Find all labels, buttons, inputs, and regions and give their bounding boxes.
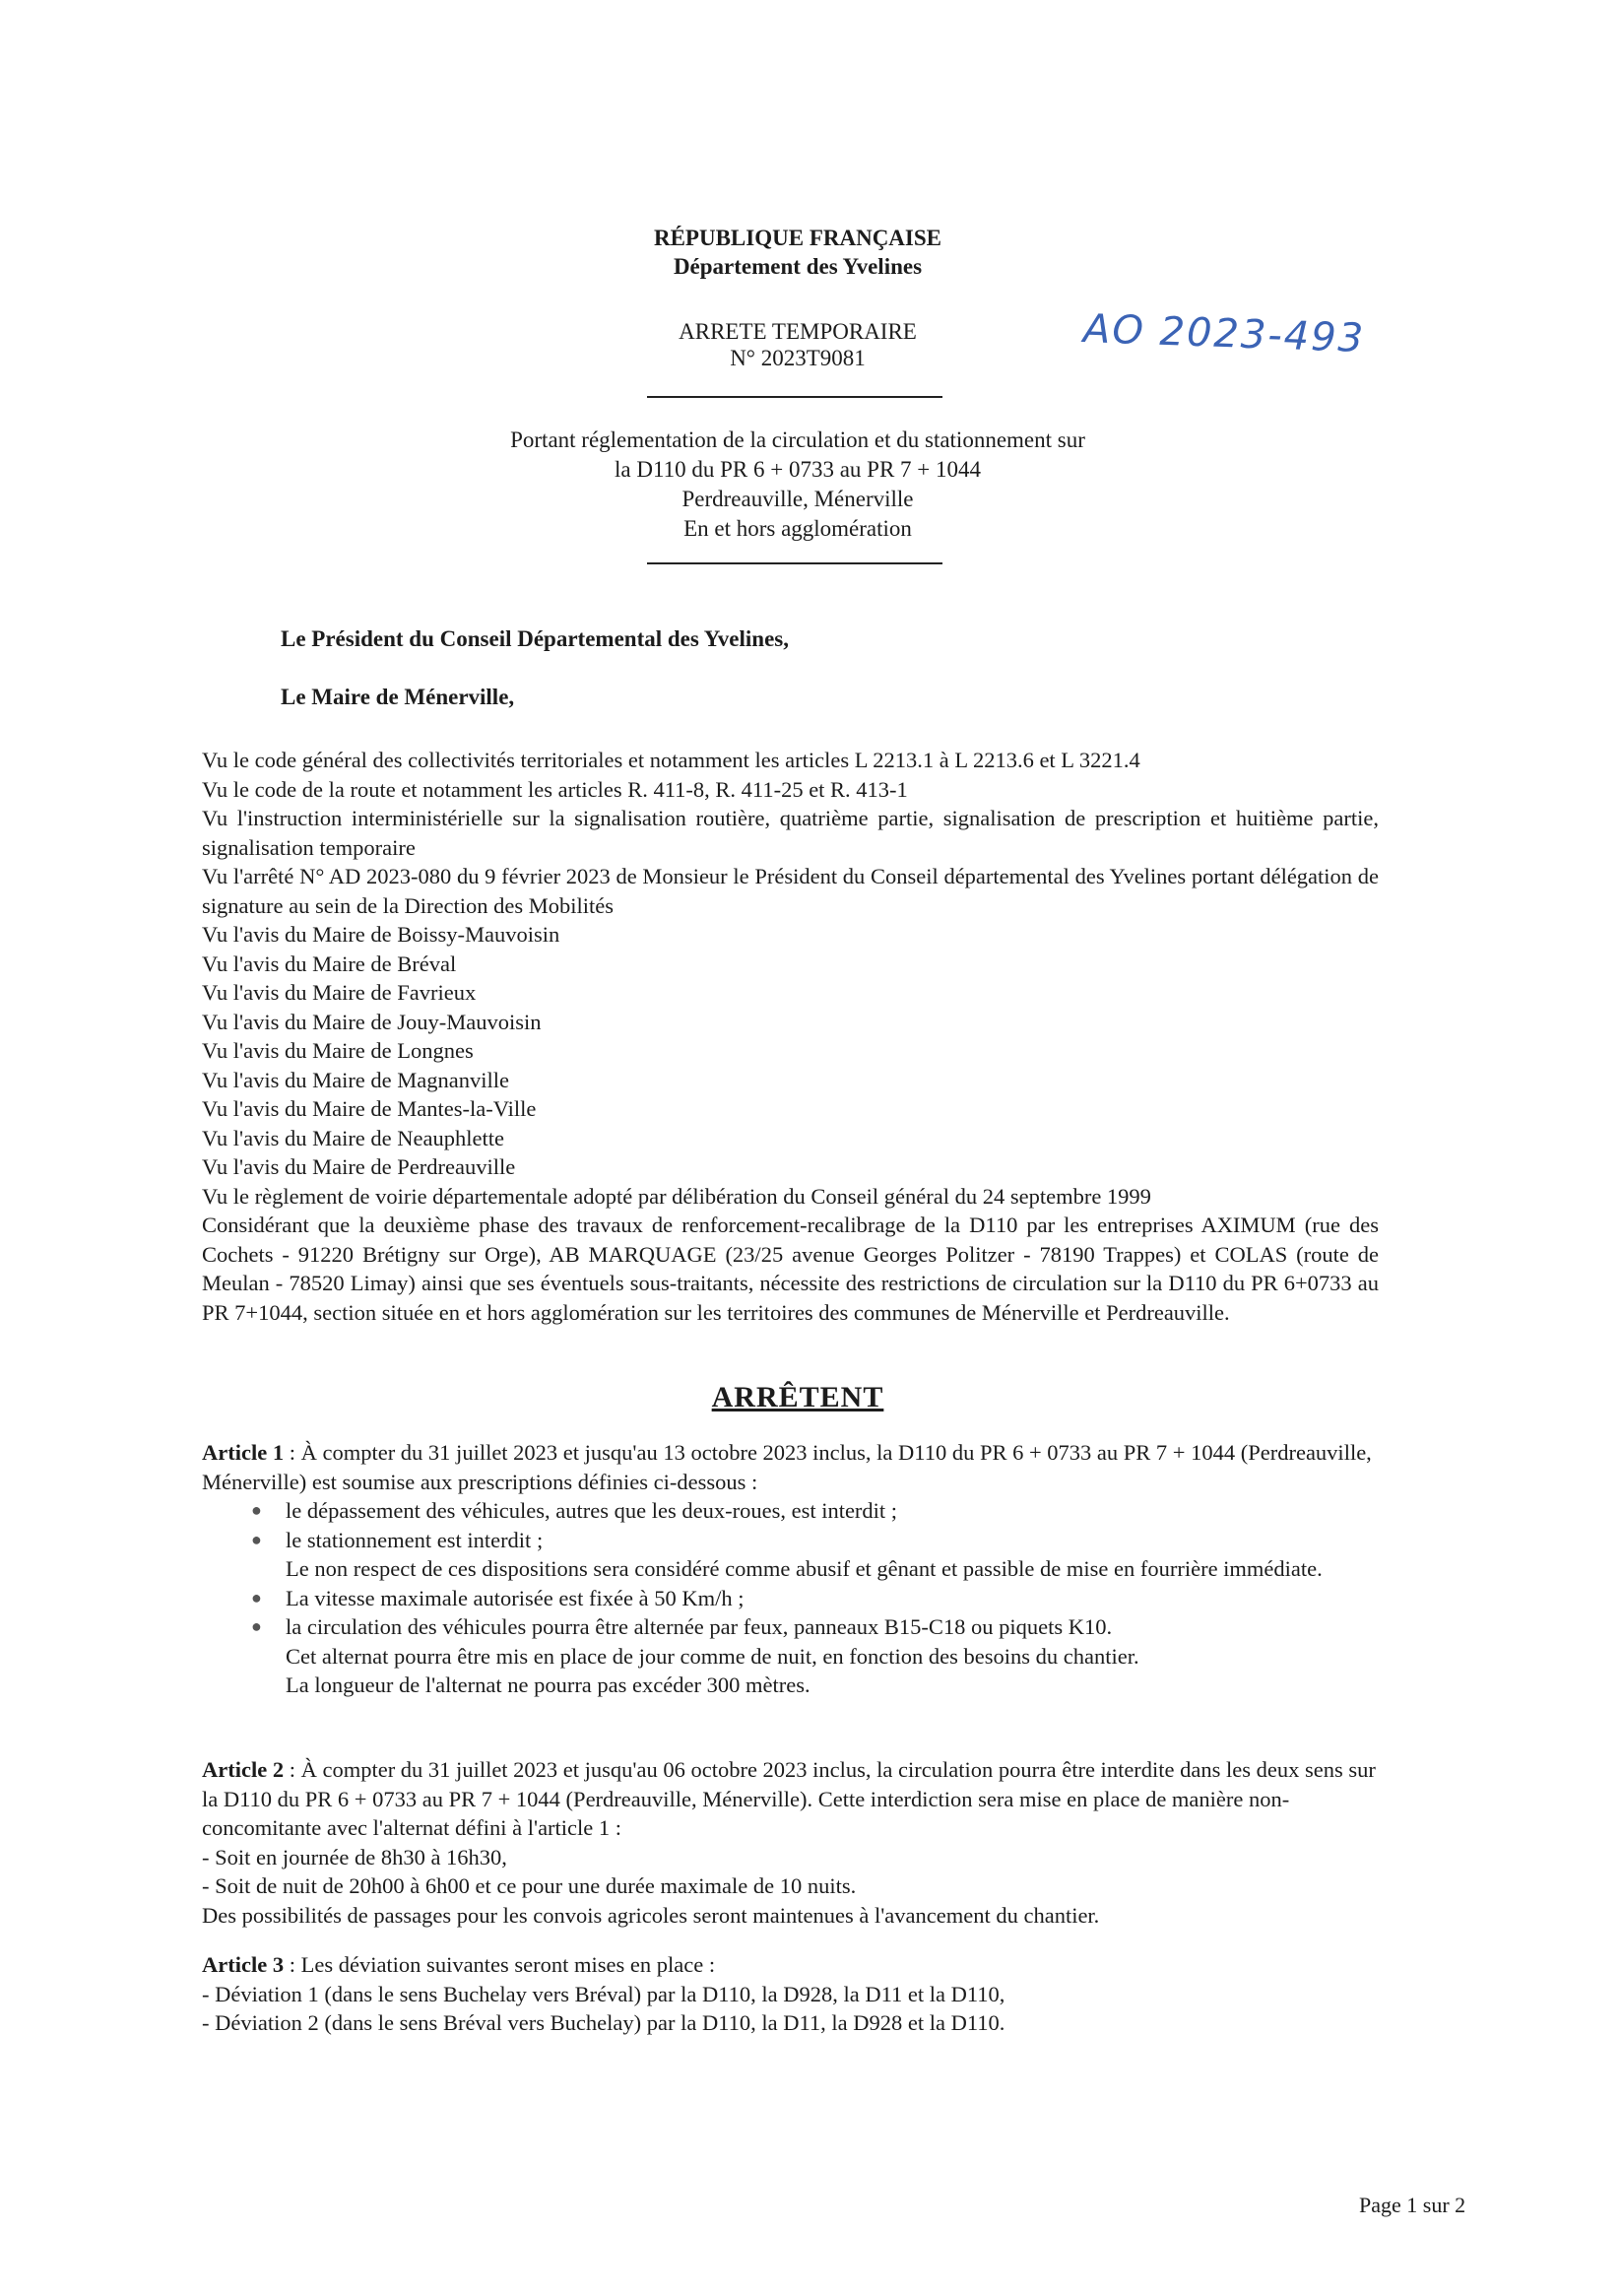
handwritten-reference: AO 2023-493 xyxy=(1082,306,1366,361)
divider xyxy=(647,562,942,564)
article-2-text: : À compter du 31 juillet 2023 et jusqu'au 06 octobre 2023 inclus, la circulation pourra être interdite dans les deux sens sur la D110 du PR 6 + 0733 au PR 7 + 1044 (Perdreauville, Ménerville). Cette interdiction sera mise en place de manière non-concomitante avec l'alternat défini à l'article 1 : xyxy=(202,1757,1376,1840)
bullet-text: le stationnement est interdit ; xyxy=(286,1527,544,1552)
bullet-text: La vitesse maximale autorisée est fixée à 50 Km/h ; xyxy=(286,1585,745,1610)
article-1 xyxy=(202,1438,1379,1700)
visa-line: Vu le code de la route et notamment les articles R. 411-8, R. 411-25 et R. 413-1 xyxy=(202,776,908,802)
article-3-line: - Déviation 2 (dans le sens Bréval vers Buchelay) par la D110, la D11, la D928 et la D110. xyxy=(202,2010,1005,2035)
article-2-intro xyxy=(202,1755,1379,1843)
visa-line: Vu l'avis du Maire de Longnes xyxy=(202,1038,474,1063)
list-item xyxy=(202,1612,1379,1642)
article-1-label: Article 1 xyxy=(202,1440,285,1465)
visa-line: Vu le règlement de voirie départementale adopté par délibération du Conseil général du 24 septembre 1999 xyxy=(202,1183,1151,1209)
bullet-icon: ● xyxy=(251,1616,262,1636)
article-3-line: - Déviation 1 (dans le sens Buchelay vers Bréval) par la D110, la D928, la D11 et la D110, xyxy=(202,1981,1005,2006)
subject-block xyxy=(414,426,1182,544)
article-1-intro xyxy=(202,1438,1379,1496)
visa-line: Vu l'avis du Maire de Jouy-Mauvoisin xyxy=(202,1009,542,1034)
department-heading: Département des Yvelines xyxy=(673,254,923,279)
article-2-line: - Soit en journée de 8h30 à 16h30, xyxy=(202,1844,507,1870)
considerant-paragraph: Considérant que la deuxième phase des travaux de renforcement-recalibrage de la D110 par les entreprises AXIMUM (rue des Cochets - 91220 Brétigny sur Orge), AB MARQUAGE (23/25 avenue Georges Politzer - 78190 Trappes) et COLAS (route de Meulan - 78520 Limay) ainsi que ses éventuels sous-traitants, nécessite des restrictions de circulation sur la D110 du PR 6+0733 au PR 7+1044, section située en et hors agglomération sur les territoires des communes de Ménerville et Perdreauville. xyxy=(202,1213,1379,1325)
arrete-type: ARRETE TEMPORAIRE xyxy=(679,319,917,344)
article-2 xyxy=(202,1755,1379,1930)
divider xyxy=(647,396,942,398)
bullet-text: la circulation des véhicules pourra être alternée par feux, panneaux B15-C18 ou piquets K10. xyxy=(286,1614,1113,1639)
subject-line: la D110 du PR 6 + 0733 au PR 7 + 1044 xyxy=(614,457,982,482)
subject-line: Perdreauville, Ménerville xyxy=(681,487,914,511)
page-number: Page 1 sur 2 xyxy=(1359,2193,1466,2217)
visas-block xyxy=(202,746,1379,1327)
visa-line: Vu l'instruction interministérielle sur la signalisation routière, quatrième partie, signalisation de prescription et huitième partie, signalisation temporaire xyxy=(202,806,1379,860)
article-2-label: Article 2 xyxy=(202,1757,285,1782)
visa-line: Vu l'avis du Maire de Neauphlette xyxy=(202,1125,504,1150)
subject-line: En et hors agglomération xyxy=(683,516,912,541)
visa-line: Vu l'arrêté N° AD 2023-080 du 9 février 2023 de Monsieur le Président du Conseil départemental des Yvelines portant délégation de signature au sein de la Direction des Mobilités xyxy=(202,864,1379,918)
article-2-line: Des possibilités de passages pour les convois agricoles seront maintenues à l'avancement du chantier. xyxy=(202,1902,1100,1928)
republic-heading: RÉPUBLIQUE FRANÇAISE xyxy=(653,226,941,250)
bullet-note: Cet alternat pourra être mis en place de jour comme de nuit, en fonction des besoins du chantier. xyxy=(286,1643,1139,1669)
article-2-line: - Soit de nuit de 20h00 à 6h00 et ce pour une durée maximale de 10 nuits. xyxy=(202,1873,857,1898)
article-3-text: : Les déviation suivantes seront mises en place : xyxy=(284,1952,716,1977)
visa-line: Vu l'avis du Maire de Favrieux xyxy=(202,980,477,1005)
list-item xyxy=(202,1496,1379,1526)
bullet-note: Le non respect de ces dispositions sera considéré comme abusif et gênant et passible de mise en fourrière immédiate. xyxy=(286,1556,1323,1581)
visa-line: Vu l'avis du Maire de Bréval xyxy=(202,951,457,976)
signatory-president: Le Président du Conseil Départemental des Yvelines, xyxy=(281,626,789,651)
visa-line: Vu l'avis du Maire de Boissy-Mauvoisin xyxy=(202,922,560,947)
article-3-label: Article 3 xyxy=(202,1952,285,1977)
bullet-note: La longueur de l'alternat ne pourra pas excéder 300 mètres. xyxy=(286,1673,810,1697)
article-3 xyxy=(202,1950,1379,2038)
list-item xyxy=(202,1526,1379,1555)
list-item xyxy=(202,1584,1379,1613)
bullet-text: le dépassement des véhicules, autres que les deux-roues, est interdit ; xyxy=(286,1498,898,1523)
article-1-text: : À compter du 31 juillet 2023 et jusqu'au 13 octobre 2023 inclus, la D110 du PR 6 + 0733 au PR 7 + 1044 (Perdreauville, Ménerville) est soumise aux prescriptions définies ci-dessous : xyxy=(202,1440,1372,1494)
visa-line: Vu l'avis du Maire de Perdreauville xyxy=(202,1154,516,1179)
article-3-intro xyxy=(202,1950,1379,1980)
subject-line: Portant réglementation de la circulation et du stationnement sur xyxy=(510,427,1085,452)
decision-title: ARRÊTENT xyxy=(711,1381,884,1413)
visa-line: Vu l'avis du Maire de Mantes-la-Ville xyxy=(202,1096,537,1121)
arrete-number: N° 2023T9081 xyxy=(730,346,866,370)
visa-line: Vu l'avis du Maire de Magnanville xyxy=(202,1067,510,1092)
visa-line: Vu le code général des collectivités territoriales et notamment les articles L 2213.1 à L 2213.6 et L 3221.4 xyxy=(202,748,1140,772)
bullet-icon: ● xyxy=(251,1500,262,1520)
signatory-maire: Le Maire de Ménerville, xyxy=(281,685,515,709)
bullet-icon: ● xyxy=(251,1529,262,1549)
bullet-icon: ● xyxy=(251,1587,262,1607)
